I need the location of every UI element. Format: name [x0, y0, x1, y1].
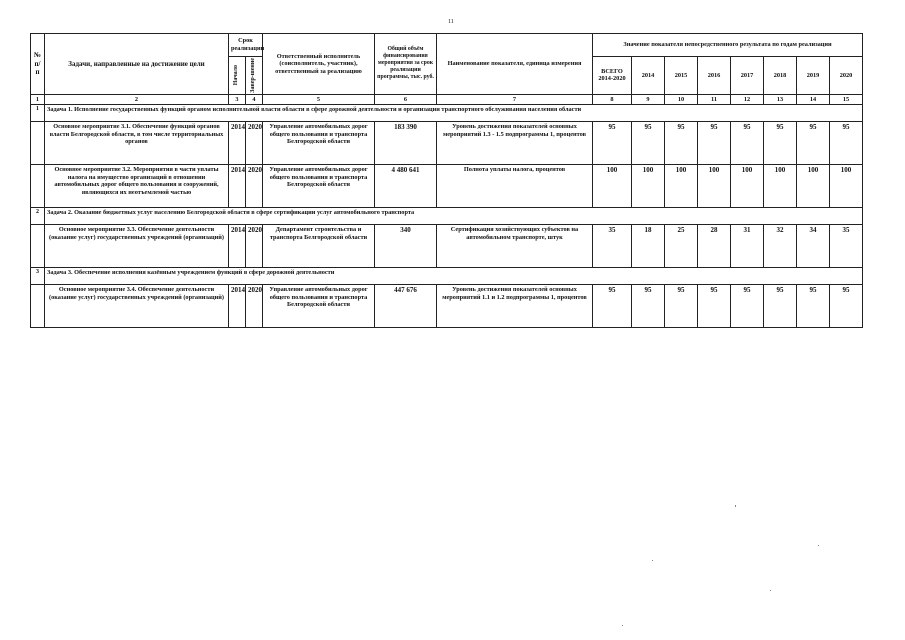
- value-2017: 95: [731, 285, 764, 328]
- value-2015: 100: [665, 165, 698, 208]
- header-year-total: ВСЕГО 2014-2020: [593, 57, 632, 95]
- activity-executor: Департамент строительства и транспорта Белгородской области: [263, 225, 375, 268]
- activity-row-3-4: [31, 285, 863, 328]
- header-start: Начало: [229, 57, 246, 95]
- activity-row-3-3: [31, 225, 863, 268]
- col-number: 7: [437, 94, 593, 105]
- activity-start: 2014: [229, 285, 246, 328]
- task-number: 3: [31, 268, 45, 285]
- task-row-3: [31, 268, 863, 285]
- page-number: 11: [448, 19, 454, 25]
- activity-num: [31, 122, 45, 165]
- value-2016: 95: [698, 285, 731, 328]
- scan-speck: [652, 560, 653, 561]
- scan-speck: [735, 505, 736, 507]
- value-2014: 100: [632, 165, 665, 208]
- value-2017: 95: [731, 122, 764, 165]
- header-year-2020: 2020: [830, 57, 863, 95]
- activity-start: 2014: [229, 165, 246, 208]
- value-2019: 34: [797, 225, 830, 268]
- col-number: 6: [375, 94, 437, 105]
- value-2015: 95: [665, 122, 698, 165]
- value-total: 95: [593, 285, 632, 328]
- col-number: 8: [593, 94, 632, 105]
- activity-funding: 4 480 641: [375, 165, 437, 208]
- activity-indicator: Уровень достижения показателей основных мероприятий 1.1 и 1.2 подпрограммы 1, процентов: [437, 285, 593, 328]
- value-2019: 95: [797, 285, 830, 328]
- value-2017: 31: [731, 225, 764, 268]
- value-2020: 35: [830, 225, 863, 268]
- activity-start: 2014: [229, 225, 246, 268]
- scan-speck: [622, 625, 623, 626]
- task-title: Задача 2. Оказание бюджетных услуг населению Белгородской области в сфере сертификации услуг автомобильного транспорта: [45, 208, 863, 225]
- header-values-title: Значение показателя непосредственного результата по годам реализации: [593, 34, 863, 57]
- scan-speck: [818, 545, 819, 546]
- task-row-1: [31, 105, 863, 122]
- value-2018: 95: [764, 285, 797, 328]
- activity-name: Основное мероприятие 3.2. Мероприятия в части уплаты налога на имущество организаций в отношении автомобильных дорог общего пользования и сооружений, являющихся их неотъемлемой частью: [45, 165, 229, 208]
- header-funding: Общий объём финансирования мероприятия за срок реализации программы, тыс. руб.: [375, 34, 437, 95]
- activity-indicator: Полнота уплаты налога, процентов: [437, 165, 593, 208]
- header-year-2015: 2015: [665, 57, 698, 95]
- activity-end: 2020: [246, 225, 263, 268]
- header-year-2017: 2017: [731, 57, 764, 95]
- header-year-2019: 2019: [797, 57, 830, 95]
- task-number: 2: [31, 208, 45, 225]
- value-2015: 25: [665, 225, 698, 268]
- activity-name: Основное мероприятие 3.4. Обеспечение деятельности (оказание услуг) государственных учреждений (организаций): [45, 285, 229, 328]
- program-table: [30, 33, 863, 328]
- activity-end: 2020: [246, 165, 263, 208]
- activity-end: 2020: [246, 285, 263, 328]
- column-numbers-row: [31, 94, 863, 105]
- activity-name: Основное мероприятие 3.3. Обеспечение деятельности (оказание услуг) государственных учреждений (организаций): [45, 225, 229, 268]
- activity-executor: Управление автомобильных дорог общего пользования и транспорта Белгородской области: [263, 285, 375, 328]
- value-2015: 95: [665, 285, 698, 328]
- activity-num: [31, 225, 45, 268]
- activity-funding: 447 676: [375, 285, 437, 328]
- value-2016: 100: [698, 165, 731, 208]
- header-period: Срок реализации: [229, 34, 263, 57]
- col-number: 1: [31, 94, 45, 105]
- header-year-2016: 2016: [698, 57, 731, 95]
- activity-num: [31, 285, 45, 328]
- activity-num: [31, 165, 45, 208]
- value-2018: 100: [764, 165, 797, 208]
- activity-executor: Управление автомобильных дорог общего пользования и транспорта Белгородской области: [263, 165, 375, 208]
- value-total: 35: [593, 225, 632, 268]
- value-2020: 95: [830, 285, 863, 328]
- value-2020: 100: [830, 165, 863, 208]
- value-2014: 18: [632, 225, 665, 268]
- col-number: 15: [830, 94, 863, 105]
- activity-funding: 340: [375, 225, 437, 268]
- activity-name: Основное мероприятие 3.1. Обеспечение функций органов власти Белгородской области, в том числе территориальных органов: [45, 122, 229, 165]
- col-number: 4: [246, 94, 263, 105]
- col-number: 12: [731, 94, 764, 105]
- task-title: Задача 3. Обеспечение исполнения казённым учреждением функций в сфере дорожной деятельности: [45, 268, 863, 285]
- value-2017: 100: [731, 165, 764, 208]
- activity-start: 2014: [229, 122, 246, 165]
- col-number: 5: [263, 94, 375, 105]
- value-2016: 95: [698, 122, 731, 165]
- header-end: Завер-шение: [246, 57, 263, 95]
- col-number: 14: [797, 94, 830, 105]
- col-number: 10: [665, 94, 698, 105]
- value-2020: 95: [830, 122, 863, 165]
- activity-indicator: Уровень достижения показателей основных мероприятий 1.3 - 1.5 подпрограммы 1, процентов: [437, 122, 593, 165]
- activity-end: 2020: [246, 122, 263, 165]
- header-year-2018: 2018: [764, 57, 797, 95]
- value-2019: 100: [797, 165, 830, 208]
- header-year-2014: 2014: [632, 57, 665, 95]
- task-row-2: [31, 208, 863, 225]
- col-number: 13: [764, 94, 797, 105]
- header-tasks: Задачи, направленные на достижение цели: [45, 34, 229, 95]
- col-number: 9: [632, 94, 665, 105]
- value-2014: 95: [632, 122, 665, 165]
- value-2018: 32: [764, 225, 797, 268]
- header-indicator: Наименование показателя, единица измерения: [437, 34, 593, 95]
- value-total: 95: [593, 122, 632, 165]
- col-number: 3: [229, 94, 246, 105]
- value-2019: 95: [797, 122, 830, 165]
- activity-executor: Управление автомобильных дорог общего пользования и транспорта Белгородской области: [263, 122, 375, 165]
- activity-row-3-2: [31, 165, 863, 208]
- col-number: 2: [45, 94, 229, 105]
- value-2016: 28: [698, 225, 731, 268]
- value-2018: 95: [764, 122, 797, 165]
- col-number: 11: [698, 94, 731, 105]
- scan-speck: [770, 590, 771, 591]
- value-total: 100: [593, 165, 632, 208]
- header-row-1: [31, 34, 863, 57]
- task-title: Задача 1. Исполнение государственных функций органом исполнительной власти области в сфере дорожной деятельности и организации транспортного обслуживания населения области: [45, 105, 863, 122]
- activity-funding: 183 390: [375, 122, 437, 165]
- task-number: 1: [31, 105, 45, 122]
- value-2014: 95: [632, 285, 665, 328]
- header-executor: Ответственный исполнитель (соисполнитель, участник), ответственный за реализацию: [263, 34, 375, 95]
- header-num: № п/п: [31, 34, 45, 95]
- activity-indicator: Сертификация хозяйствующих субъектов на автомобильном транспорте, штук: [437, 225, 593, 268]
- activity-row-3-1: [31, 122, 863, 165]
